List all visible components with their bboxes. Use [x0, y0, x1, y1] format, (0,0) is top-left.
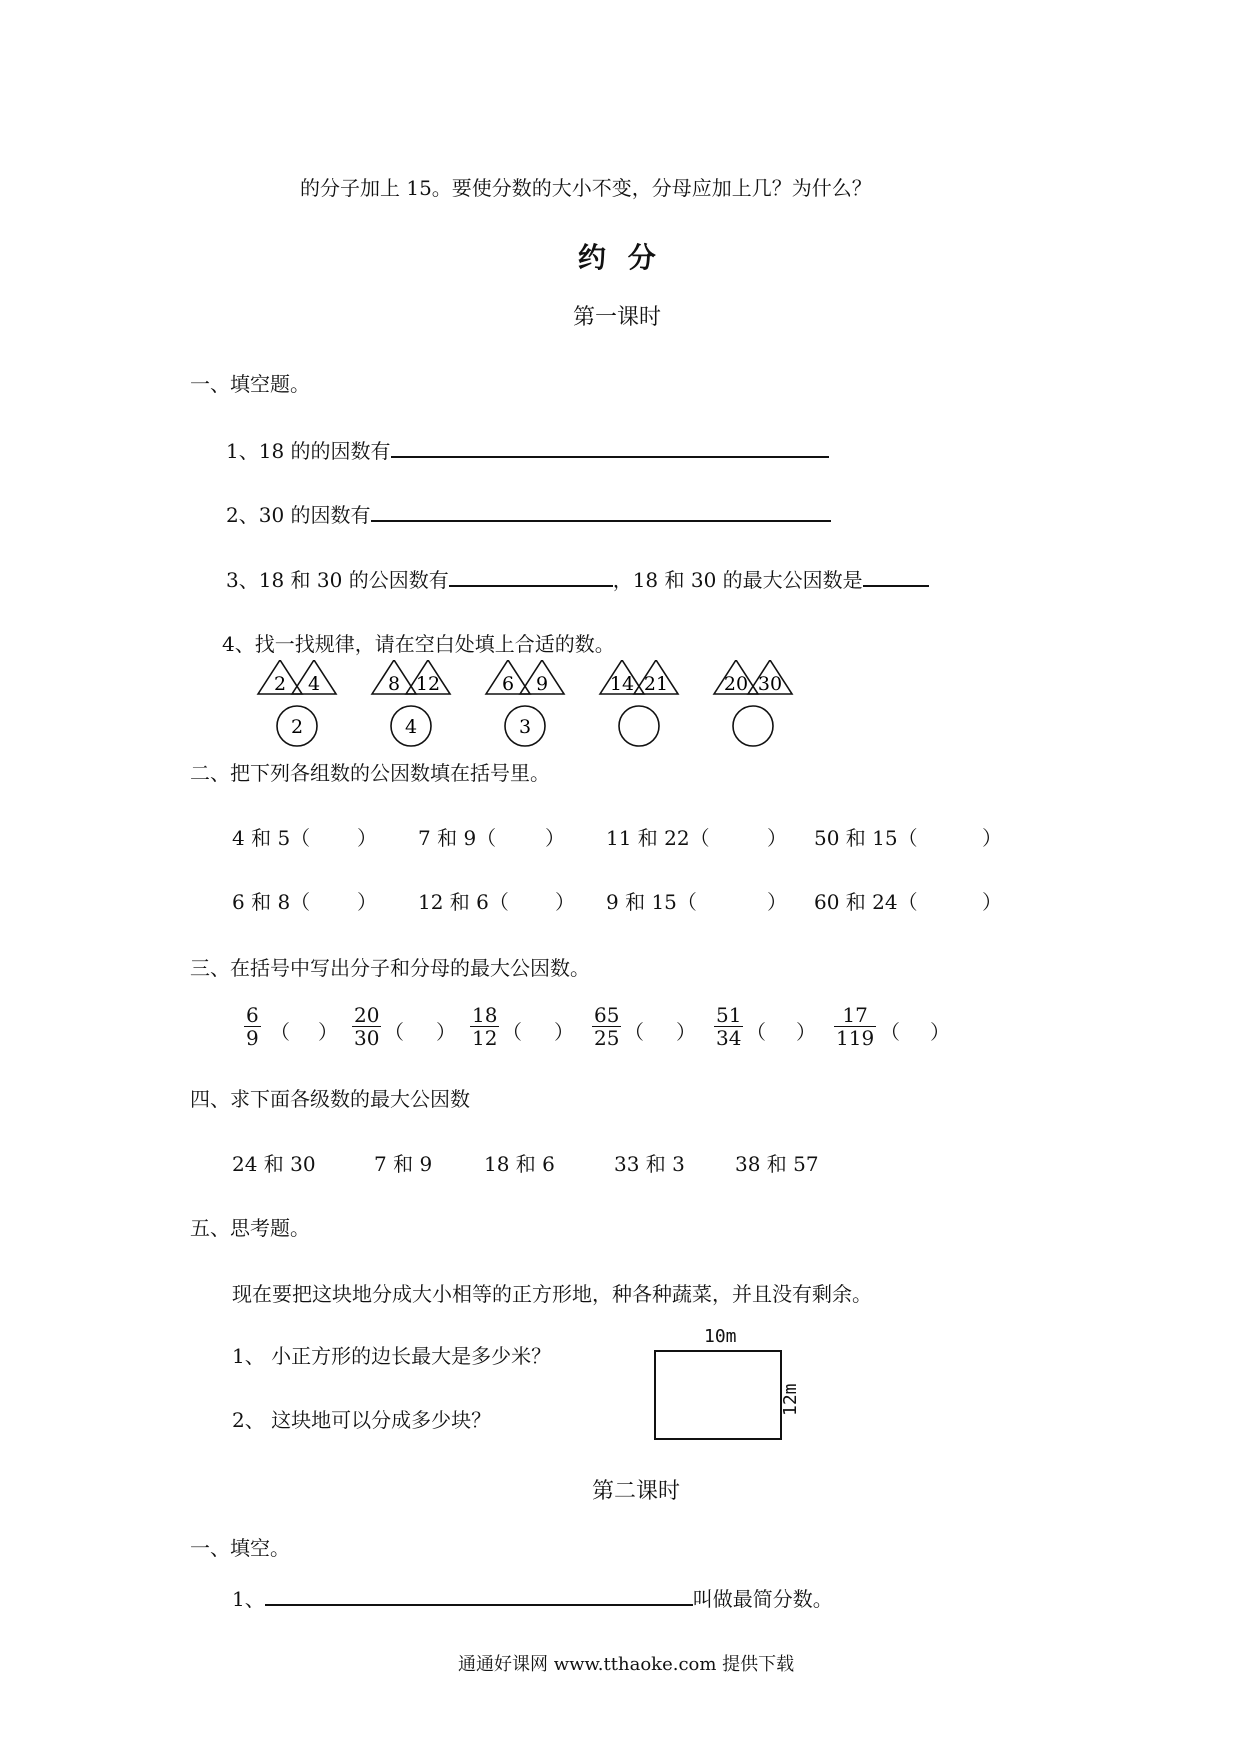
pair-label: 50 和 15（: [814, 826, 918, 850]
gcd-pair: 7 和 9: [374, 1152, 433, 1176]
answer-blank[interactable]: [449, 563, 613, 587]
paren-close: ）: [554, 1020, 574, 1044]
answer-blank[interactable]: [265, 1582, 693, 1606]
pattern-item: [714, 660, 792, 746]
page-title: 约 分: [578, 241, 662, 274]
circle-number: 3: [518, 716, 532, 738]
answer-blank[interactable]: [391, 434, 829, 458]
pair-close: ）: [767, 826, 787, 850]
fraction: [714, 1004, 743, 1049]
denominator: 119: [836, 1026, 875, 1050]
question-1-4: 4、找一找规律，请在空白处填上合适的数。: [222, 632, 615, 656]
triangle-number: 30: [757, 673, 783, 695]
pattern-item: [258, 660, 336, 746]
question-6-1-prefix: 1、: [232, 1587, 265, 1611]
answer-circle[interactable]: [619, 706, 659, 746]
rectangle-height-label: 12m: [780, 1383, 801, 1416]
answer-blank[interactable]: [371, 498, 831, 522]
thinking-question-1: 1、 小正方形的边长最大是多少米？: [232, 1344, 552, 1368]
pattern-diagram: [250, 660, 850, 760]
section-5-heading: 五、思考题。: [190, 1216, 310, 1240]
gcd-pair: 18 和 6: [484, 1152, 555, 1176]
numerator: 65: [594, 1003, 620, 1027]
paren-close: ）: [930, 1020, 950, 1044]
gcd-pair: 33 和 3: [614, 1152, 685, 1176]
question-1-3-text-b: ，18 和 30 的最大公因数是: [612, 568, 863, 592]
triangle-number: 20: [723, 673, 749, 695]
field-rectangle: [654, 1350, 782, 1440]
fraction: [592, 1004, 621, 1049]
question-1-2-text: 2、30 的因数有: [226, 503, 371, 527]
pair-label: 60 和 24（: [814, 890, 918, 914]
paren-open: （: [384, 1020, 404, 1044]
pair-label: 6 和 8（: [232, 890, 311, 914]
pair-close: ）: [767, 890, 787, 914]
paren-close: ）: [436, 1020, 456, 1044]
pair-label: 11 和 22（: [606, 826, 710, 850]
pair-label: 12 和 6（: [418, 890, 509, 914]
triangle-number: 4: [307, 673, 321, 695]
gcd-pair: 38 和 57: [735, 1152, 819, 1176]
paren-open: （: [502, 1020, 522, 1044]
pair-close: ）: [545, 826, 565, 850]
numerator: 6: [246, 1003, 259, 1027]
section-4-heading: 四、求下面各级数的最大公因数: [190, 1087, 470, 1111]
paren-open: （: [270, 1020, 290, 1044]
circle-number: 2: [290, 716, 304, 738]
paren-close: ）: [676, 1020, 696, 1044]
pair-close: ）: [357, 890, 377, 914]
circle-number: 4: [404, 716, 418, 738]
numerator: 20: [354, 1003, 380, 1027]
thinking-question-2: 2、 这块地可以分成多少块？: [232, 1408, 492, 1432]
paren-open: （: [880, 1020, 900, 1044]
footer-credit: 通通好课网 www.tthaoke.com 提供下载: [458, 1654, 795, 1675]
pair-label: 7 和 9（: [418, 826, 497, 850]
pair-close: ）: [982, 826, 1002, 850]
section-6-heading: 一、填空。: [190, 1536, 290, 1560]
denominator: 30: [354, 1026, 380, 1050]
paren-open: （: [624, 1020, 644, 1044]
pair-close: ）: [357, 826, 377, 850]
triangle-number: 14: [609, 673, 635, 695]
lesson-1-heading: 第一课时: [573, 305, 662, 330]
question-1-1: [226, 434, 829, 464]
lesson-2-heading: 第二课时: [592, 1479, 681, 1504]
thinking-description: 现在要把这块地分成大小相等的正方形地，种各种蔬菜，并且没有剩余。: [232, 1282, 872, 1306]
question-1-1-text: 1、18 的的因数有: [226, 439, 391, 463]
pattern-item: [600, 660, 678, 746]
pattern-item: [372, 660, 450, 746]
denominator: 34: [716, 1026, 742, 1050]
fraction: [244, 1004, 261, 1049]
triangle-number: 6: [501, 673, 515, 695]
numerator: 17: [842, 1003, 868, 1027]
question-6-1: [232, 1582, 833, 1612]
denominator: 9: [246, 1026, 259, 1050]
gcd-pair: 24 和 30: [232, 1152, 316, 1176]
triangle-number: 12: [415, 673, 441, 695]
numerator: 51: [716, 1003, 742, 1027]
question-1-3-text-a: 3、18 和 30 的公因数有: [226, 568, 449, 592]
question-6-1-suffix: 叫做最简分数。: [692, 1587, 833, 1611]
triangle-number: 9: [535, 673, 549, 695]
rectangle-width-label: 10m: [704, 1326, 737, 1347]
fraction: [352, 1004, 381, 1049]
pair-label: 9 和 15（: [606, 890, 697, 914]
answer-blank[interactable]: [863, 563, 929, 587]
section-3-heading: 三、在括号中写出分子和分母的最大公因数。: [190, 956, 590, 980]
question-1-3: [226, 563, 929, 593]
pair-close: ）: [982, 890, 1002, 914]
triangle-number: 2: [273, 673, 287, 695]
fraction: [470, 1004, 499, 1049]
pattern-item: [486, 660, 564, 746]
section-1-heading: 一、填空题。: [190, 372, 310, 396]
denominator: 25: [594, 1026, 620, 1050]
fraction: [834, 1004, 876, 1049]
numerator: 18: [472, 1003, 498, 1027]
triangle-number: 21: [643, 673, 669, 695]
pair-label: 4 和 5（: [232, 826, 311, 850]
intro-line: 的分子加上 15。要使分数的大小不变，分母应加上几？为什么？: [300, 176, 872, 200]
denominator: 12: [472, 1026, 498, 1050]
pair-close: ）: [555, 890, 575, 914]
paren-open: （: [746, 1020, 766, 1044]
paren-close: ）: [796, 1020, 816, 1044]
section-2-heading: 二、把下列各组数的公因数填在括号里。: [190, 761, 550, 785]
paren-close: ）: [318, 1020, 338, 1044]
answer-circle[interactable]: [733, 706, 773, 746]
triangle-number: 8: [387, 673, 401, 695]
question-1-2: [226, 498, 831, 528]
